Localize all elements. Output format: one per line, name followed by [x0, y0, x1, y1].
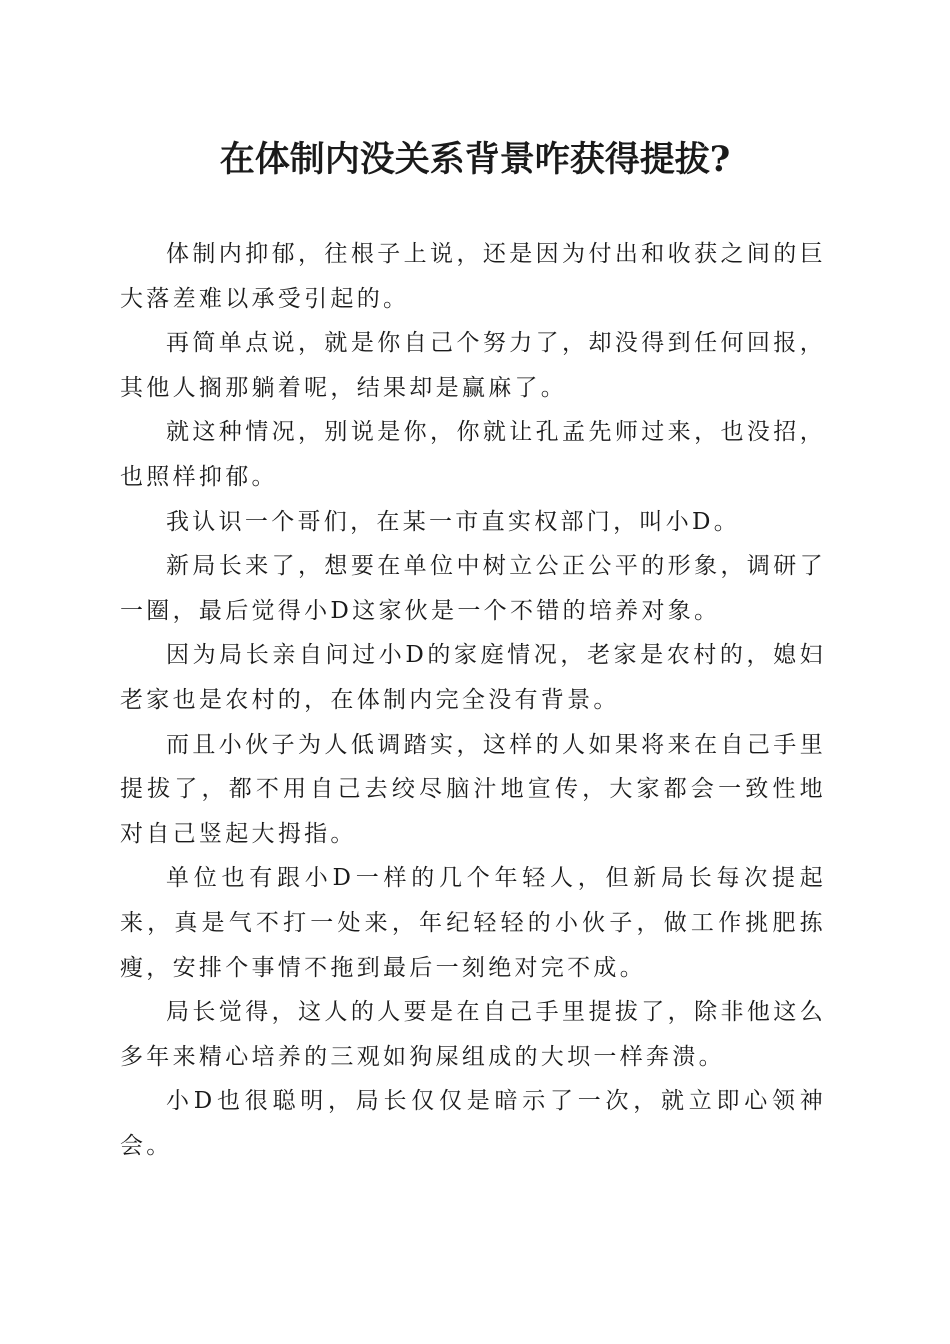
document-title: 在体制内没关系背景咋获得提拔?: [219, 139, 731, 180]
paragraph: 再简单点说，就是你自己个努力了，却没得到任何回报，其他人搁那躺着呢，结果却是赢麻了。: [120, 330, 826, 401]
paragraph: 小D也很聪明，局长仅仅是暗示了一次，就立即心领神会。: [120, 1088, 826, 1159]
document-body: [120, 232, 826, 1168]
paragraph: 局长觉得，这人的人要是在自己手里提拔了，除非他这么多年来精心培养的三观如狗屎组成的大坝一样奔溃。: [120, 999, 826, 1070]
paragraph: 新局长来了，想要在单位中树立公正公平的形象，调研了一圈，最后觉得小D这家伙是一个不错的培养对象。: [120, 553, 826, 624]
paragraph: 单位也有跟小D一样的几个年轻人，但新局长每次提起来，真是气不打一处来，年纪轻轻的小伙子，做工作挑肥拣瘦，安排个事情不拖到最后一刻绝对完不成。: [120, 865, 826, 981]
paragraph: 我认识一个哥们，在某一市直实权部门，叫小D。: [166, 508, 741, 535]
paragraph: 而且小伙子为人低调踏实，这样的人如果将来在自己手里提拔了，都不用自己去绞尽脑汁地宣传，大家都会一致性地对自己竖起大拇指。: [120, 731, 826, 847]
paragraph: 就这种情况，别说是你，你就让孔孟先师过来，也没招，也照样抑郁。: [120, 419, 826, 490]
paragraph: 体制内抑郁，往根子上说，还是因为付出和收获之间的巨大落差难以承受引起的。: [120, 241, 826, 312]
paragraph: 因为局长亲自问过小D的家庭情况，老家是农村的，媳妇老家也是农村的，在体制内完全没有背景。: [120, 642, 826, 713]
